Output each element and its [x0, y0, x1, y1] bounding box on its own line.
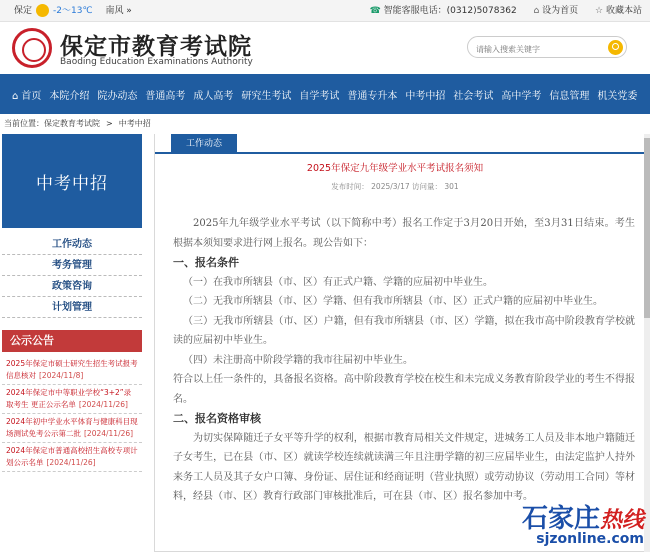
- search-icon[interactable]: [608, 40, 623, 55]
- scrollbar-thumb[interactable]: [644, 138, 650, 318]
- article-tabbar: [155, 134, 650, 154]
- side-menu-item-exam-admin[interactable]: 考务管理: [2, 255, 142, 276]
- nav-item-home[interactable]: ⌂ 首页: [12, 87, 41, 102]
- nav-item-party[interactable]: 机关党委: [597, 90, 638, 102]
- breadcrumb-separator: >: [106, 119, 113, 128]
- notice-item[interactable]: [2, 443, 142, 472]
- article-panel: [154, 134, 650, 552]
- notice-text[interactable]: 2024年保定市中等职业学校“3+2”录取考生 更正公示名单: [6, 388, 132, 409]
- nav-item-about[interactable]: 本院介绍: [49, 90, 90, 102]
- nav-item-gaokao[interactable]: 普通高考: [145, 90, 186, 102]
- star-icon: ☆: [595, 6, 604, 16]
- side-menu: [2, 234, 142, 318]
- notice-item[interactable]: [2, 414, 142, 443]
- nav-item-self-study[interactable]: 自学考试: [299, 90, 340, 102]
- search-box: [467, 36, 627, 58]
- side-menu-item-policy[interactable]: 政策咨询: [2, 276, 142, 297]
- notice-date: [2024/11/26]: [46, 458, 96, 467]
- phone-icon: ☎: [369, 6, 381, 16]
- article-paragraph: 2025年九年级学业水平考试（以下简称中考）报名工作定于3月20日开始，至3月31日结束。考生根据本须知要求进行网上报名。现公告如下：: [173, 218, 635, 249]
- top-bar: [0, 0, 650, 22]
- nav-item-social-exam[interactable]: 社会考试: [453, 90, 494, 102]
- notice-date: [2024/11/26]: [84, 429, 134, 438]
- notice-text[interactable]: 2024年保定市普通高校招生高校专项计划公示名单: [6, 446, 138, 467]
- notice-item[interactable]: [2, 385, 142, 414]
- set-home-link[interactable]: 设为首页: [542, 6, 579, 16]
- hotline: 智能客服电话：(0312)5078362: [383, 6, 517, 16]
- article-paragraph: 符合以上任一条件的，具备报名资格。高中阶段教育学校在校生和未完成义务教育阶段学业的考生不得报名。: [173, 374, 635, 405]
- notice-heading: 公示公告: [2, 330, 142, 352]
- notice-date: [2024/11/26]: [78, 400, 128, 409]
- article-title: 2025年保定九年级学业水平考试报名须知: [306, 163, 484, 174]
- site-title: 保定市教育考试院: [60, 33, 252, 60]
- temperature: -2～13℃: [53, 6, 93, 16]
- watermark-text: 石家庄: [521, 504, 600, 534]
- article-section-heading: 二、报名资格审核: [173, 412, 261, 425]
- article-meta: 发布时间： 2025/3/17 访问量： 301: [331, 182, 459, 191]
- article-paragraph: （一）在我市所辖县（市、区）有正式户籍、学籍的应届初中毕业生。: [183, 276, 493, 288]
- article-paragraph: （三）无我市所辖县（市、区）户籍，但有我市所辖县（市、区）学籍，拟在我市高中阶段教育学校就读的应届初中毕业生。: [173, 315, 635, 346]
- notice-date: [2024/11/8]: [39, 371, 84, 380]
- city-label: 保定: [14, 6, 33, 16]
- article-paragraph: （二）无我市所辖县（市、区）学籍、但有我市所辖县（市、区）正式户籍的应届初中毕业生。: [183, 296, 603, 307]
- breadcrumb: [4, 118, 151, 129]
- section-banner: 中考中招: [2, 134, 142, 228]
- breadcrumb-current[interactable]: 中考中招: [118, 119, 151, 128]
- breadcrumb-home[interactable]: 当前位置：保定教育考试院: [4, 119, 100, 128]
- side-menu-item-work-news[interactable]: 工作动态: [2, 234, 142, 255]
- favorite-link[interactable]: 收藏本站: [605, 6, 642, 16]
- nav-item-zhongkao[interactable]: 中考中招: [405, 90, 446, 102]
- logo-emblem: [12, 28, 52, 68]
- search-input[interactable]: [476, 40, 596, 60]
- main-nav: [0, 74, 650, 114]
- sun-icon: [36, 4, 49, 17]
- notice-text[interactable]: 2025年保定市硕士研究生招生考试报考信息核对: [6, 359, 138, 380]
- header: [0, 22, 650, 74]
- article-section-heading: 一、报名条件: [173, 256, 239, 269]
- nav-item-office-news[interactable]: 院办动态: [97, 90, 138, 102]
- weather: [14, 0, 132, 22]
- nav-item-xuekao[interactable]: 高中学考: [501, 90, 542, 102]
- article-body: [173, 214, 635, 507]
- notice-item[interactable]: [2, 356, 142, 385]
- side-menu-item-plan[interactable]: 计划管理: [2, 297, 142, 318]
- notice-list: [2, 356, 142, 472]
- article-paragraph: 为切实保障随迁子女平等升学的权利，根据市教育局相关文件规定，进城务工人员及非本地户籍随迁子女考生，已在县（市、区）就读学校连续就读满三年且注册学籍的初三应届毕业生，由法定监护人持外来务工人员及其子女户口簿、身份证、居住证和经商证明（营业执照）或劳动协议（劳动用工合同）等材料，经县（市、区）教育行政部门审核批准后，可在县（市、区）报名参加中考。: [173, 432, 635, 502]
- nav-item-postgrad[interactable]: 研究生考试: [241, 90, 292, 102]
- page-scrollbar[interactable]: [644, 134, 650, 552]
- watermark-text-accent: 热线: [599, 507, 644, 533]
- tab-work-news[interactable]: 工作动态: [171, 134, 237, 154]
- notice-text[interactable]: 2024年初中学业水平体育与健康科目现场测试免考公示第二批: [6, 417, 138, 438]
- site-title-en: Baoding Education Examinations Authority: [60, 57, 253, 67]
- nav-item-upgrade[interactable]: 普通专升本: [347, 90, 398, 102]
- home-icon: ⌂: [533, 6, 540, 16]
- watermark-url: sjzonline.com: [536, 531, 644, 547]
- nav-item-info[interactable]: 信息管理: [549, 90, 590, 102]
- watermark-logo: [522, 506, 644, 546]
- wind-link[interactable]: 南风 »: [105, 6, 132, 16]
- nav-item-adult-exam[interactable]: 成人高考: [193, 90, 234, 102]
- article-paragraph: （四）未注册高中阶段学籍的我市往届初中毕业生。: [183, 354, 413, 366]
